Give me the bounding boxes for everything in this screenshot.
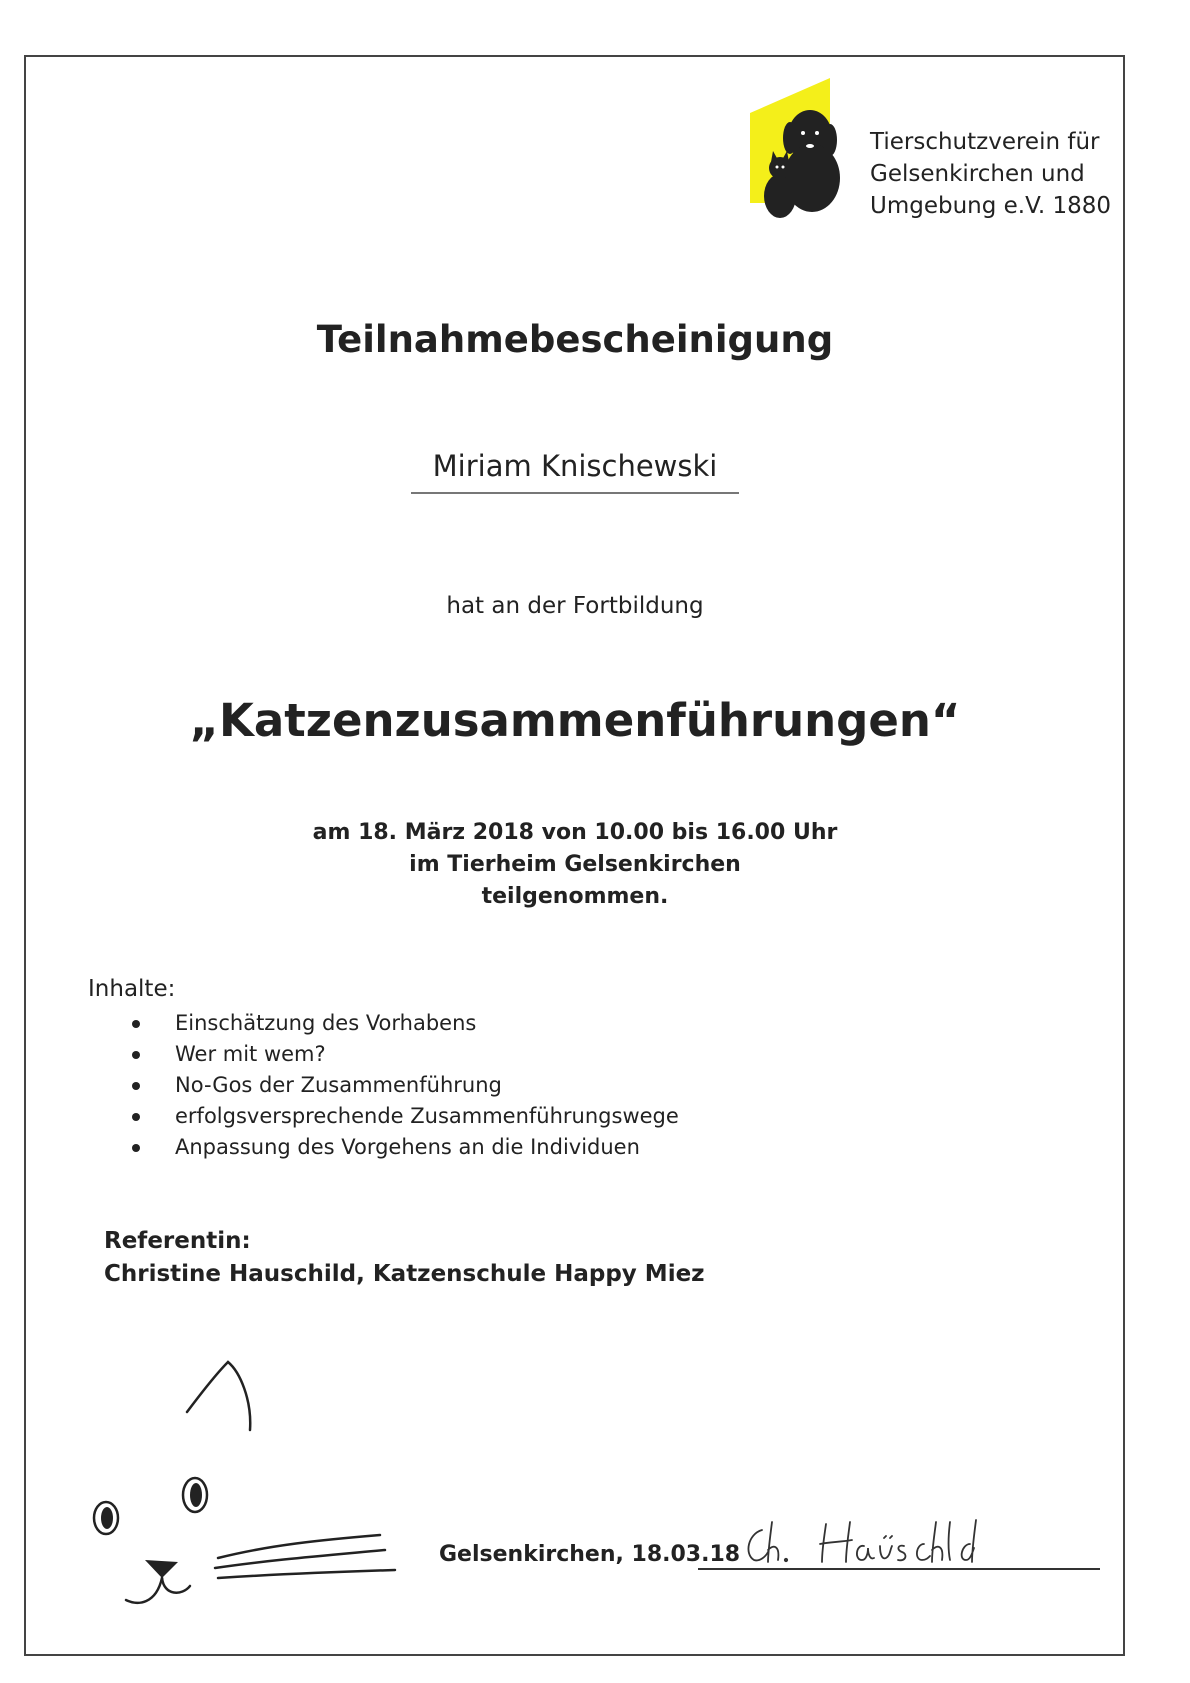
- speaker-name: Christine Hauschild, Katzenschule Happy Miez: [104, 1261, 705, 1287]
- detail-line: teilgenommen.: [481, 884, 669, 909]
- cat-face-drawing: [80, 1350, 410, 1620]
- list-item: Einschätzung des Vorhabens: [130, 1008, 679, 1039]
- list-item: erfolgsversprechende Zusammenführungswege: [130, 1101, 679, 1132]
- dog-and-cat-logo: [750, 78, 850, 223]
- certificate-title: Teilnahmebescheinigung: [316, 318, 834, 361]
- course-title: „Katzenzusammenführungen“: [189, 694, 961, 747]
- participant-name: Miriam Knischewski: [432, 449, 718, 483]
- detail-line: am 18. März 2018 von 10.00 bis 16.00 Uhr: [312, 820, 838, 845]
- contents-list: [130, 1008, 679, 1163]
- contents-heading: Inhalte:: [88, 976, 176, 1002]
- organization-name: [870, 126, 1130, 222]
- signature-line: [698, 1568, 1100, 1570]
- speaker-label: Referentin:: [104, 1228, 251, 1254]
- signature: [738, 1516, 978, 1566]
- organization-line: Tierschutzverein für: [870, 129, 1100, 155]
- organization-line: Gelsenkirchen und: [870, 161, 1085, 187]
- list-item: Wer mit wem?: [130, 1039, 679, 1070]
- detail-line: im Tierheim Gelsenkirchen: [409, 852, 741, 877]
- list-item: Anpassung des Vorgehens an die Individuen: [130, 1132, 679, 1163]
- participant-underline: [411, 492, 739, 494]
- intro-text: hat an der Fortbildung: [446, 593, 704, 619]
- organization-line: Umgebung e.V. 1880: [870, 193, 1112, 219]
- place-date: Gelsenkirchen, 18.03.18: [439, 1542, 741, 1567]
- list-item: No-Gos der Zusammenführung: [130, 1070, 679, 1101]
- course-details: [0, 817, 1150, 913]
